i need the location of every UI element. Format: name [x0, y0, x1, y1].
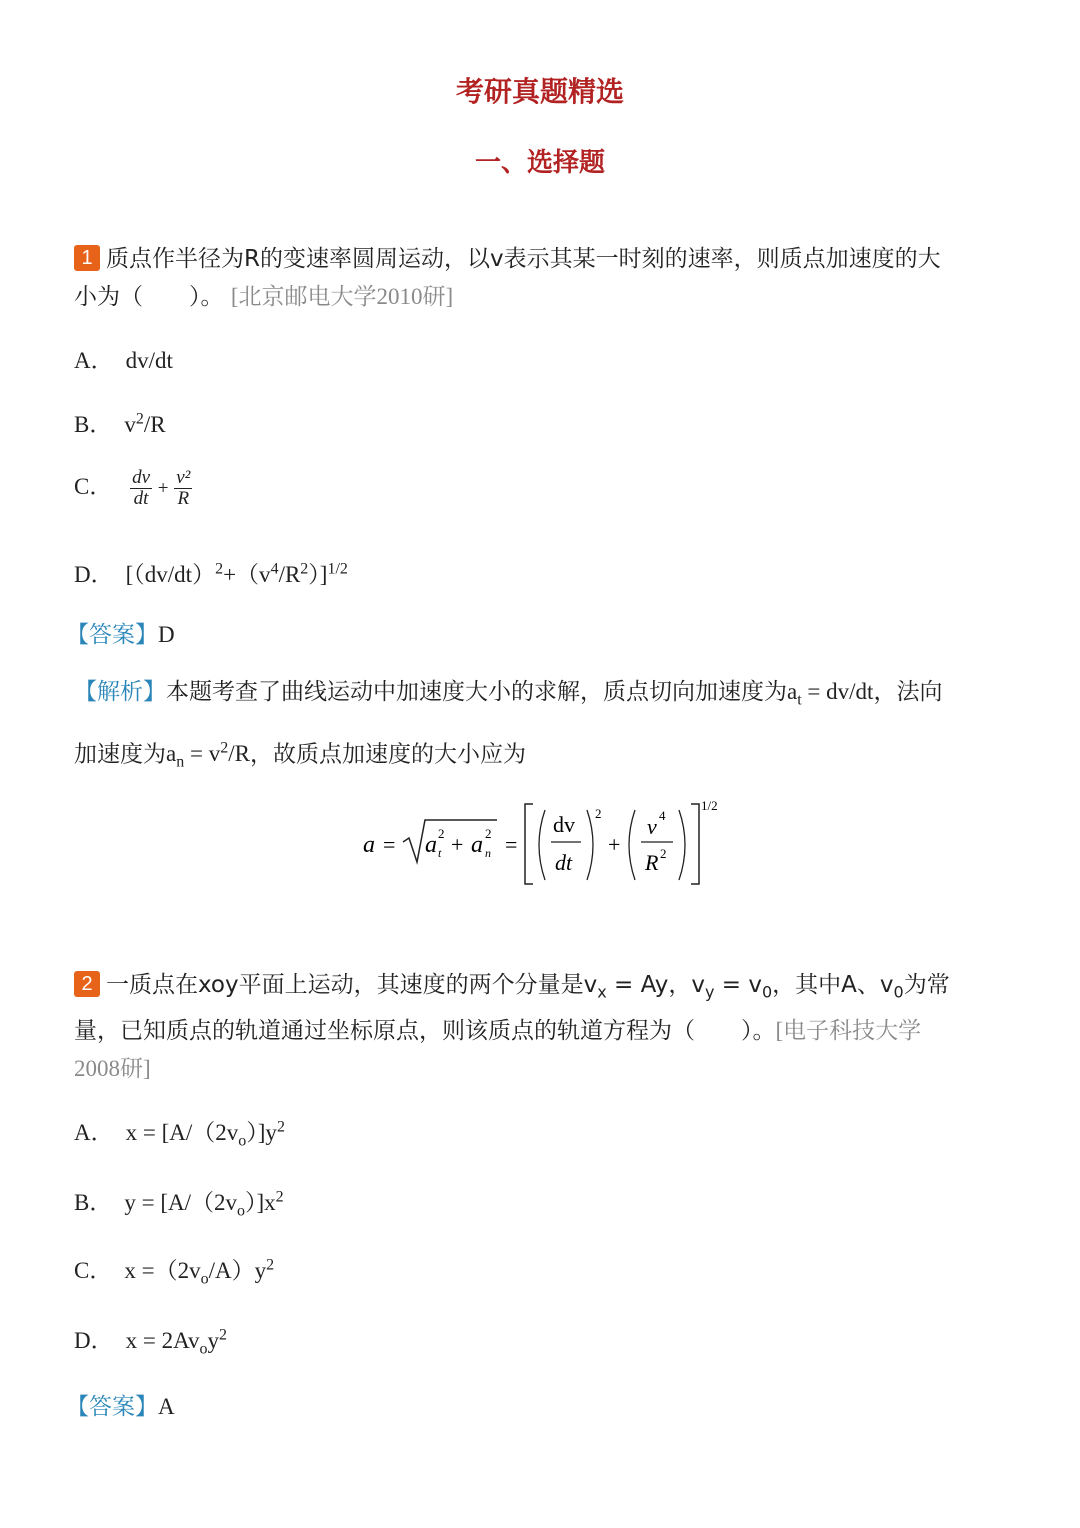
q2-option-c: C． $x =(2v_o/A)y^2$	[74, 1256, 275, 1288]
question-number-badge: 2	[74, 971, 100, 997]
svg-text:+: +	[451, 832, 464, 857]
svg-text:+: +	[608, 832, 621, 857]
svg-text:=: =	[383, 832, 396, 857]
svg-text:4: 4	[659, 808, 666, 823]
acceleration-formula	[355, 790, 735, 895]
question-source: [北京邮电大学2010研]	[230, 284, 454, 309]
question-2-text: 2 一质点在xoy平面上运动，其速度的两个分量是$v_x = Ay$，$v_y = v_0$，其中A、$v_0$为常 量，已知质点的轨道通过坐标原点，则该质点的轨道方程为（ ）。[电子科技大学 2008研]	[74, 972, 950, 1081]
svg-text:=: =	[505, 832, 518, 857]
q1-explanation: 【解析】本题考查了曲线运动中加速度大小的求解，质点切向加速度为$a_t = dv/dt$，法向 加速度为$a_n = v^2/R$，故质点加速度的大小应为	[74, 679, 943, 771]
page-title: 考研真题精选	[455, 75, 624, 108]
section-title: 一、选择题	[474, 148, 605, 178]
svg-text:2: 2	[438, 826, 445, 841]
q2-option-a: A． $x = [A/(2v_o)]y^2$	[74, 1118, 285, 1150]
q2-option-b: B． $y = [A/(2v_o)]x^2$	[74, 1188, 284, 1220]
explanation-tag: 【解析】	[74, 679, 166, 705]
question-1-text: 1 质点作半径为R的变速率圆周运动，以v表示其某一时刻的速率，则质点加速度的大 小为（ ）。 [北京邮电大学2010研]	[74, 246, 941, 310]
answer-tag: 【答案】	[66, 1394, 158, 1420]
svg-text:t: t	[438, 846, 442, 860]
svg-text:a: a	[425, 832, 437, 858]
svg-text:dt: dt	[555, 850, 573, 875]
svg-text:2: 2	[595, 806, 602, 821]
question-number-badge: 1	[74, 245, 100, 271]
svg-text:a: a	[471, 832, 483, 858]
svg-text:v: v	[647, 814, 657, 839]
fraction-dv-dt: $\frac{dv}{dt}$	[132, 467, 151, 510]
q2-option-d: D． $x = 2Av_oy^2$	[74, 1326, 227, 1358]
svg-text:R: R	[645, 850, 659, 875]
q1-option-c: C． $\frac{dv}{dt}$ + $\frac{\text{v²}}{R}$	[74, 467, 191, 510]
svg-text:2: 2	[660, 846, 667, 861]
q2-answer: 【答案】A	[66, 1394, 175, 1420]
svg-text:a: a	[363, 832, 375, 858]
svg-text:n: n	[485, 846, 491, 860]
svg-text:dv: dv	[553, 812, 575, 837]
question-source: [电子科技大学	[775, 1017, 922, 1043]
svg-text:2: 2	[485, 826, 492, 841]
q1-option-a: A． dv/dt	[74, 348, 173, 373]
answer-tag: 【答案】	[66, 622, 158, 648]
q1-option-d: D． $[(dv/dt)^2+(v^4/R^2)]^{1/2}$	[74, 560, 348, 587]
fraction-v2-r: $\frac{\text{v²}}{R}$	[176, 467, 191, 510]
q1-option-b: B． $v^2/R$	[74, 410, 166, 437]
q1-answer: 【答案】D	[66, 622, 175, 648]
svg-text:1/2: 1/2	[701, 798, 718, 813]
